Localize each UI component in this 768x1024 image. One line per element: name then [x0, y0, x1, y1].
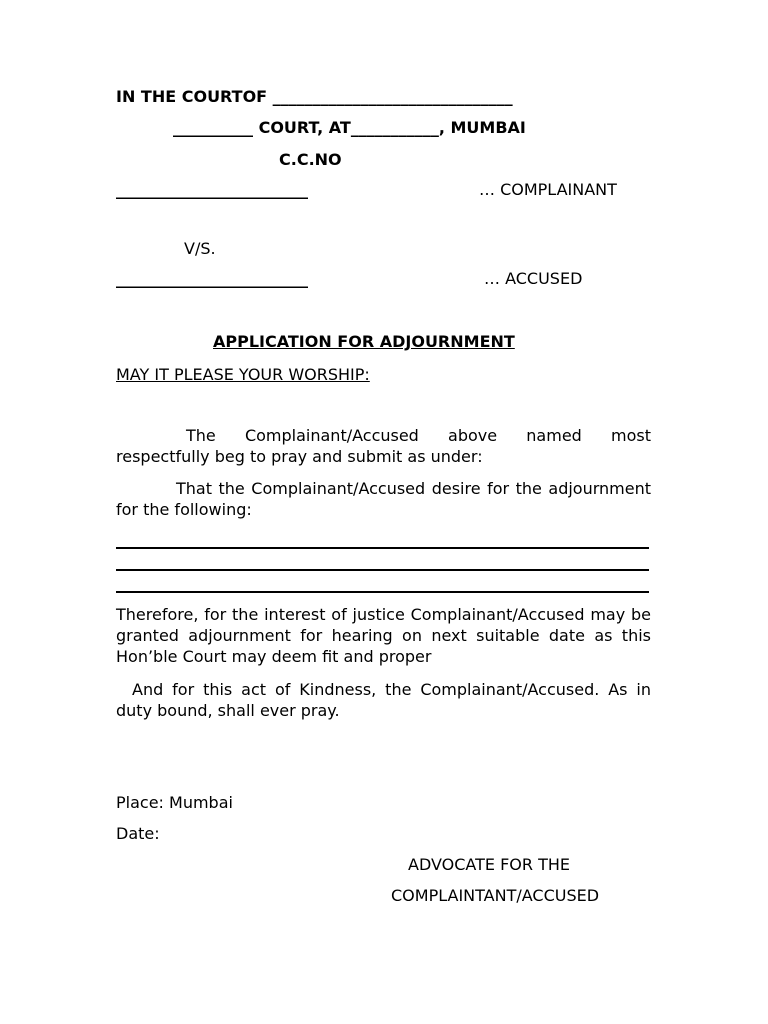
accused-label: … ACCUSED [484, 269, 583, 288]
place-line: Place: Mumbai [116, 793, 233, 812]
salutation: MAY IT PLEASE YOUR WORSHIP: [116, 365, 370, 384]
case-number-label: C.C.NO [279, 150, 342, 169]
signature-line-2: COMPLAINTANT/ACCUSED [391, 886, 600, 905]
complainant-label: … COMPLAINANT [479, 180, 617, 199]
signature-line-1: ADVOCATE FOR THE [408, 855, 570, 874]
blank-rule-2 [116, 569, 649, 571]
paragraph-desire: That the Complainant/Accused desire for the adjournment for the following: [116, 479, 651, 519]
paragraph-closing: And for this act of Kindness, the Complainant/Accused. As in duty bound, shall ever pray. [116, 680, 651, 720]
complainant-blank: ________________________ [116, 180, 308, 199]
court-of-line: IN THE COURTOF ______________________________ [116, 87, 513, 106]
date-line: Date: [116, 824, 160, 843]
paragraph-prayer: Therefore, for the interest of justice Complainant/Accused may be granted adjournment for hearing on next suitable date as this Hon’ble Court may deem fit and proper [116, 605, 651, 666]
court-at-line: __________ COURT, AT___________, MUMBAI [173, 118, 526, 137]
blank-rule-1 [116, 547, 649, 549]
blank-rule-3 [116, 591, 649, 593]
accused-blank: ________________________ [116, 269, 308, 288]
versus-label: V/S. [184, 239, 216, 258]
document-title: APPLICATION FOR ADJOURNMENT [213, 332, 515, 351]
paragraph-submission: The Complainant/Accused above named most respectfully beg to pray and submit as under: [116, 426, 651, 466]
